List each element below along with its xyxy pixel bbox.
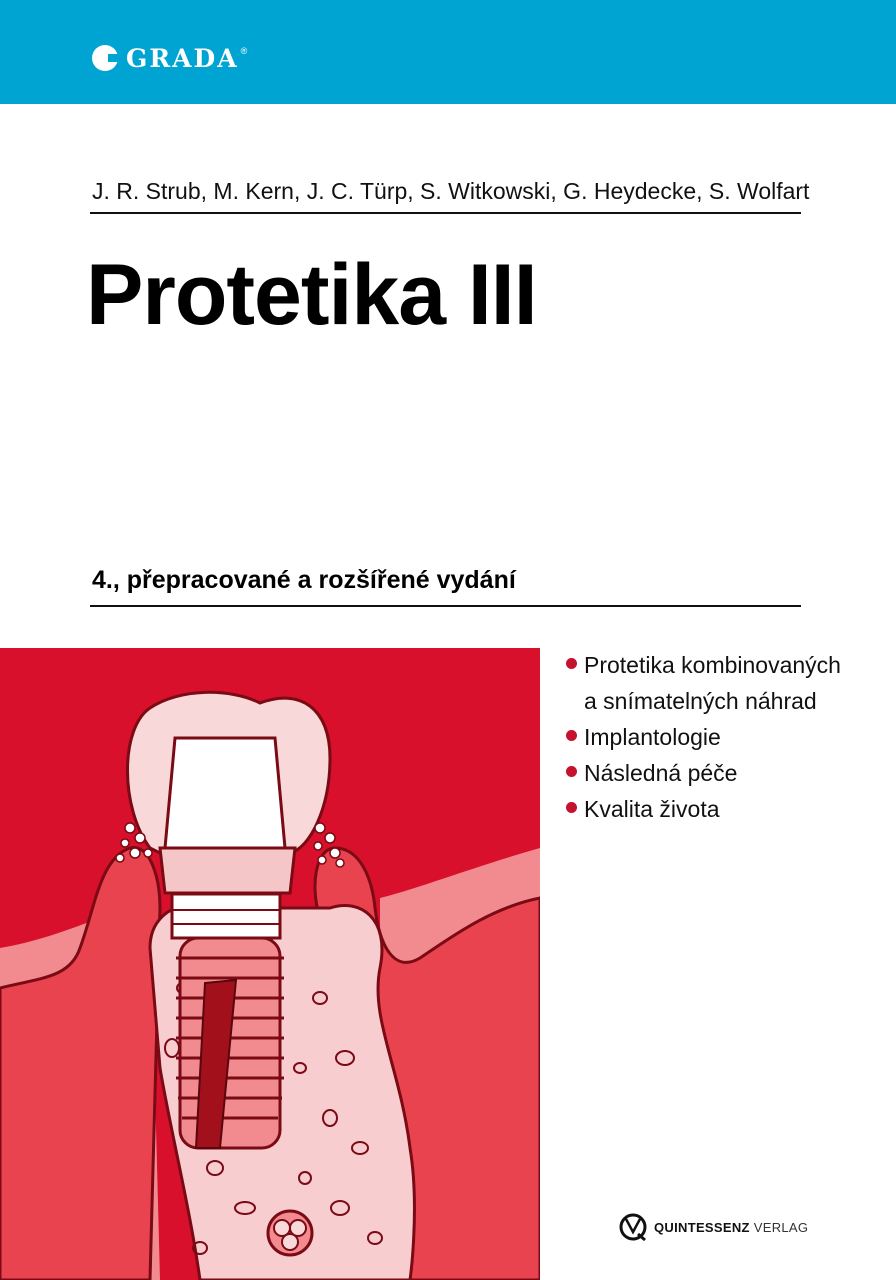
- topic-label: Implantologie: [584, 724, 721, 750]
- topic-item: [566, 791, 886, 827]
- topic-label: Protetika kombinovaných: [584, 652, 841, 678]
- quintessenz-logo-icon: [618, 1212, 648, 1242]
- implant-drawing: [0, 648, 540, 1280]
- topic-list: [566, 647, 886, 827]
- edition: 4., přepracované a rozšířené vydání: [92, 566, 516, 594]
- publisher-name: QUINTESSENZ: [654, 1219, 750, 1235]
- authors-divider: [90, 212, 801, 214]
- publisher-imprint: [618, 1212, 808, 1242]
- topic-label: Následná péče: [584, 760, 738, 786]
- dental-implant-illustration: [0, 648, 540, 1280]
- topic-label: Kvalita života: [584, 796, 720, 822]
- publisher-sub: VERLAG: [753, 1219, 809, 1235]
- topic-item: [566, 755, 886, 791]
- topic-item: [566, 719, 886, 755]
- edition-divider: [90, 605, 801, 607]
- brand-name: GRADA: [126, 43, 239, 73]
- authors: J. R. Strub, M. Kern, J. C. Türp, S. Witkowski, G. Heydecke, S. Wolfart: [92, 178, 810, 204]
- top-band: [0, 0, 896, 104]
- book-title: Protetika III: [86, 247, 537, 343]
- topic-label-continued: a snímatelných náhrad: [584, 688, 817, 714]
- brand-registered-mark: ®: [240, 46, 248, 56]
- publisher-brand: [92, 44, 247, 72]
- topic-item: [566, 647, 886, 719]
- grada-logo-icon: [92, 45, 118, 71]
